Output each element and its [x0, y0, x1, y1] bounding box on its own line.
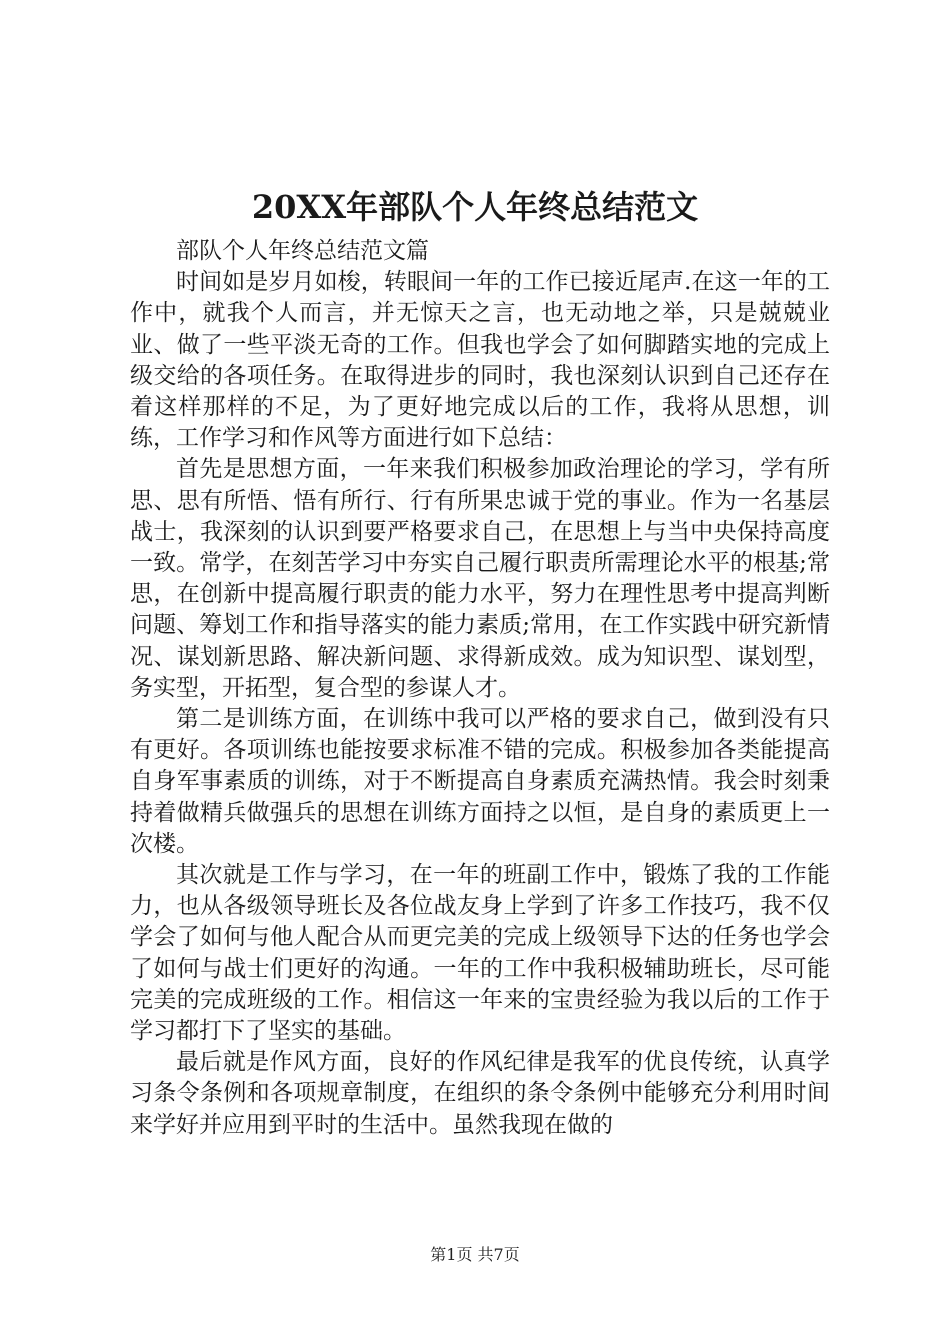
paragraph-thought: 首先是思想方面，一年来我们积极参加政治理论的学习，学有所思、思有所悟、悟有所行、行有所果忠诚于党的事业。作为一名基层战士，我深刻的认识到要严格要求自己，在思想上与当中央保持高度一致。常学，在刻苦学习中夯实自己履行职责所需理论水平的根基;常思，在创新中提高履行职责的能力水平，努力在理性思考中提高判断问题、筹划工作和指导落实的能力素质;常用，在工作实践中研究新情况、谋划新思路、解决新问题、求得新成效。成为知识型、谋划型，务实型，开拓型，复合型的参谋人才。 [130, 456, 830, 701]
page-number-footer: 第1页 共7页 [430, 1245, 520, 1264]
paragraph-style: 最后就是作风方面，良好的作风纪律是我军的优良传统，认真学习条令条例和各项规章制度，在组织的条令条例中能够充分利用时间来学好并应用到平时的生活中。虽然我现在做的 [130, 1049, 830, 1138]
paragraph-intro: 时间如是岁月如梭，转眼间一年的工作已接近尾声.在这一年的工作中，就我个人而言，并无惊天之言，也无动地之举，只是兢兢业业、做了一些平淡无奇的工作。但我也学会了如何脚踏实地的完成上级交给的各项任务。在取得进步的同时，我也深刻认识到自己还存在着这样那样的不足，为了更好地完成以后的工作，我将从思想，训练，工作学习和作风等方面进行如下总结： [130, 269, 830, 452]
paragraph-subtitle: 部队个人年终总结范文篇 [176, 238, 429, 264]
paragraph-training: 第二是训练方面，在训练中我可以严格的要求自己，做到没有只有更好。各项训练也能按要求标准不错的完成。积极参加各类能提高自身军事素质的训练，对于不断提高自身素质充满热情。我会时刻秉持着做精兵做强兵的思想在训练方面持之以恒，是自身的素质更上一次楼。 [130, 706, 830, 857]
document-body [130, 236, 830, 1141]
paragraph-work-study: 其次就是工作与学习，在一年的班副工作中，锻炼了我的工作能力，也从各级领导班长及各位战友身上学到了许多工作技巧，我不仅学会了如何与他人配合从而更完美的完成上级领导下达的任务也学会了如何与战士们更好的沟通。一年的工作中我积极辅助班长，尽可能完美的完成班级的工作。相信这一年来的宝贵经验为我以后的工作于学习都打下了坚实的基础。 [130, 862, 830, 1045]
document-title: 20XX年部队个人年终总结范文 [251, 188, 699, 226]
